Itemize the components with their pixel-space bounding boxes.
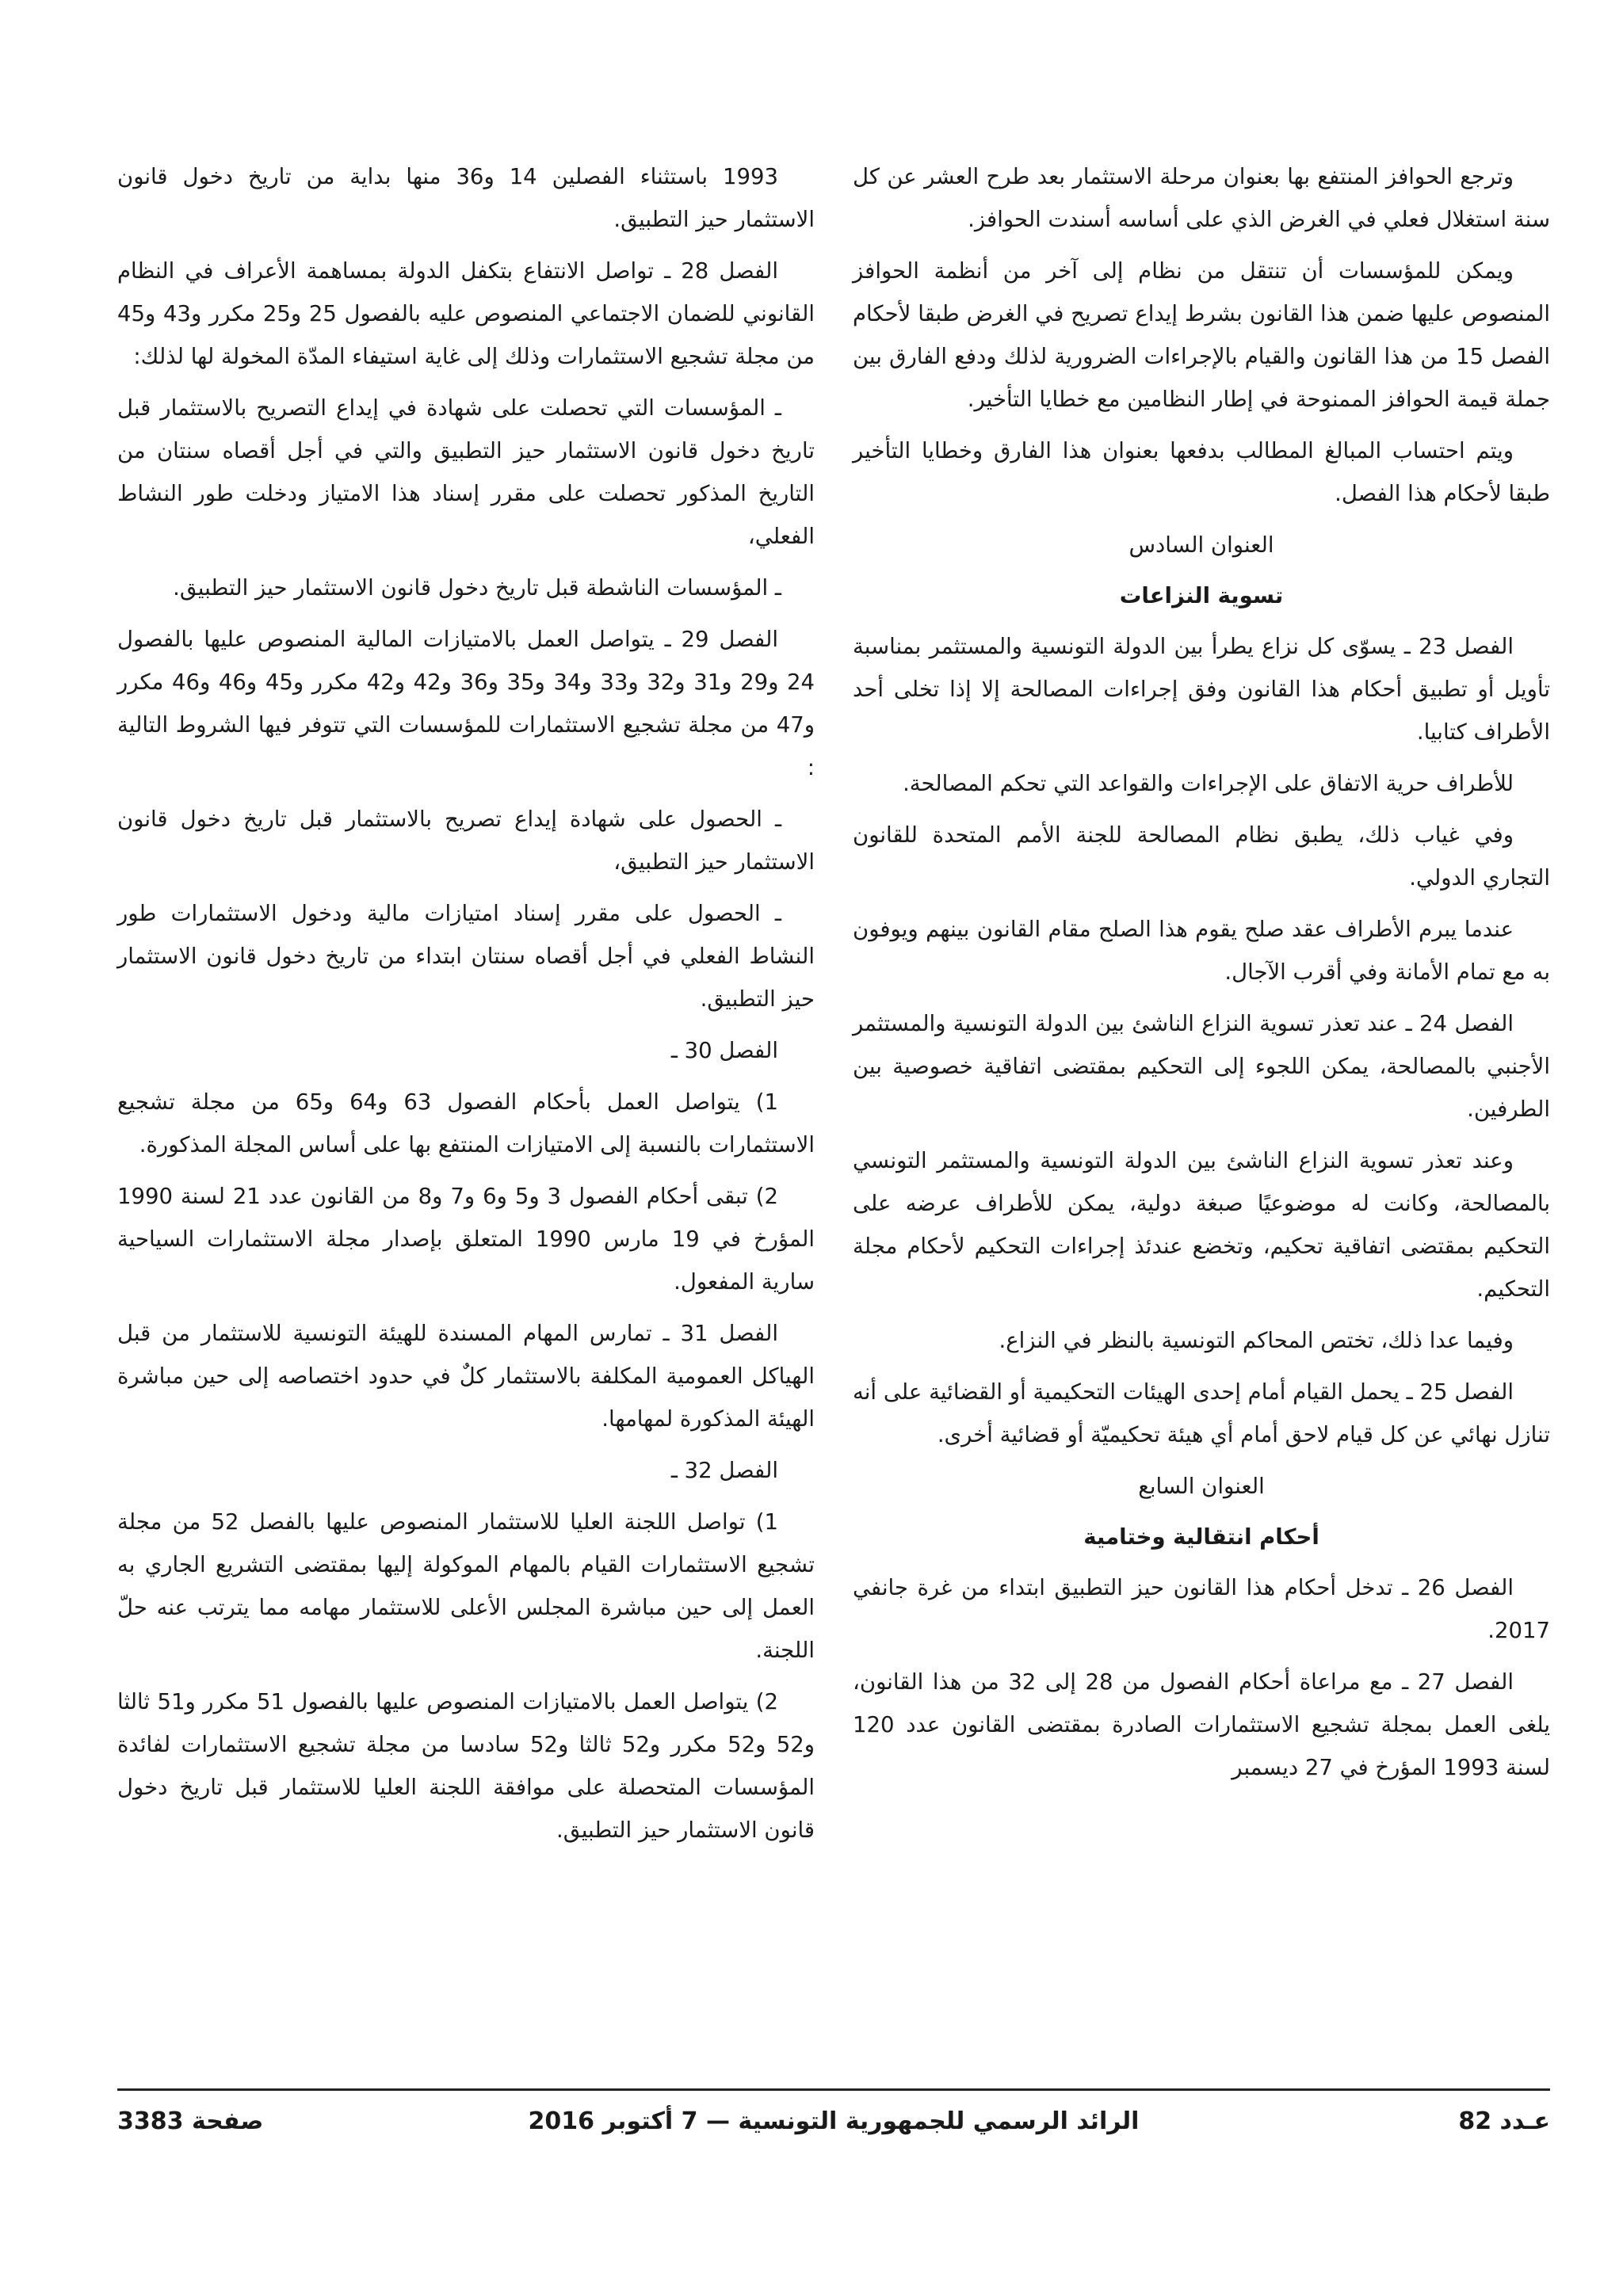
bullet-paragraph: ـ المؤسسات الناشطة قبل تاريخ دخول قانون الاستثمار حيز التطبيق. — [173, 575, 781, 601]
paragraph: عندما يبرم الأطراف عقد صلح يقوم هذا الصلح مقام القانون بينهم ويوفون به مع تمام الأمانة وفي أقرب الآجال. — [853, 917, 1550, 985]
paragraph: 2) يتواصل العمل بالامتيازات المنصوص عليها بالفصول 51 مكرر و51 ثالثا و52 و52 مكرر و52 ثالثا و52 سادسا من مجلة تشجيع الاستثمارات لفائدة المؤسسات المتحصلة على موافقة اللجنة العليا للاستثمار قبل تاريخ دخول قانون الاستثمار حيز التطبيق. — [117, 1689, 815, 1843]
paragraph: 2) تبقى أحكام الفصول 3 و5 و6 و7 و8 من القانون عدد 21 لسنة 1990 المؤرخ في 19 مارس 1990 المتعلق بإصدار مجلة الاستثمارات السياحية سارية المفعول. — [117, 1184, 815, 1295]
paragraph: 1) تواصل اللجنة العليا للاستثمار المنصوص عليها بالفصل 52 من مجلة تشجيع الاستثمارات القيام بالمهام الموكولة إليها بمقتضى التشريع الجاري به العمل إلى حين مباشرة المجلس الأعلى للاستثمار مهامه مما يترتب عنه حلّ اللجنة. — [117, 1509, 815, 1663]
paragraph: وفيما عدا ذلك، تختص المحاكم التونسية بالنظر في النزاع. — [999, 1328, 1514, 1353]
paragraph: ويمكن للمؤسسات أن تنتقل من نظام إلى آخر من أنظمة الحوافز المنصوص عليها ضمن هذا القانون بشرط إيداع تصريح في الغرض طبقا لأحكام الفصل 15 من هذا القانون والقيام بالإجراءات الضرورية لذلك ودفع الفارق بين جملة قيمة الحوافز الممنوحة في إطار النظامين مع خطايا التأخير. — [853, 258, 1550, 412]
page-footer — [117, 2107, 1550, 2152]
paragraph: الفصل 23 ـ يسوّى كل نزاع يطرأ بين الدولة التونسية والمستثمر بمناسبة تأويل أو تطبيق أحكام هذا القانون وفق إجراءات المصالحة إلا إذا تخلى أحد الأطراف كتابيا. — [853, 634, 1550, 745]
paragraph: الفصل 28 ـ تواصل الانتفاع بتكفل الدولة بمساهمة الأعراف في النظام القانوني للضمان الاجتماعي المنصوص عليه بالفصول 25 و25 مكرر و43 و45 من مجلة تشجيع الاستثمارات وذلك إلى غاية استيفاء المدّة المخولة لها لذلك: — [117, 258, 815, 369]
paragraph: وترجع الحوافز المنتفع بها بعنوان مرحلة الاستثمار بعد طرح العشر عن كل سنة استغلال فعلي في الغرض الذي على أساسه أسندت الحوافز. — [853, 164, 1550, 232]
left-column — [117, 155, 815, 1860]
paragraph: 1) يتواصل العمل بأحكام الفصول 63 و64 و65 من مجلة تشجيع الاستثمارات بالنسبة إلى الامتيازات المنتفع بها على أساس المجلة المذكورة. — [117, 1089, 815, 1158]
right-column — [853, 155, 1550, 1798]
section-heading: العنوان السابع — [1138, 1474, 1265, 1499]
paragraph: الفصل 24 ـ عند تعذر تسوية النزاع الناشئ بين الدولة التونسية والمستثمر الأجنبي بالمصالحة، يمكن اللجوء إلى التحكيم بمقتضى اتفاقية خصوصية بين الطرفين. — [853, 1011, 1550, 1122]
footer-rule — [117, 2088, 1550, 2091]
journal-title-date: الرائد الرسمي للجمهورية التونسية — 7 أكتوبر 2016 — [528, 2107, 1140, 2135]
paragraph: الفصل 30 ـ — [670, 1038, 778, 1063]
paragraph: ويتم احتساب المبالغ المطالب بدفعها بعنوان هذا الفارق وخطايا التأخير طبقا لأحكام هذا الفصل. — [853, 438, 1550, 506]
paragraph: الفصل 29 ـ يتواصل العمل بالامتيازات المالية المنصوص عليها بالفصول 24 و29 و31 و32 و33 و34 و35 و36 و42 و42 مكرر و45 و46 و46 مكرر و47 من مجلة تشجيع الاستثمارات للمؤسسات التي تتوفر فيها الشروط التالية : — [117, 627, 815, 780]
paragraph: الفصل 27 ـ مع مراعاة أحكام الفصول من 28 إلى 32 من هذا القانون، يلغى العمل بمجلة تشجيع الاستثمارات الصادرة بمقتضى القانون عدد 120 لسنة 1993 المؤرخ في 27 ديسمبر — [853, 1669, 1550, 1780]
section-heading: العنوان السادس — [1128, 532, 1274, 558]
paragraph: وعند تعذر تسوية النزاع الناشئ بين الدولة التونسية والمستثمر التونسي بالمصالحة، وكانت له موضوعيًا صبغة دولية، يمكن للأطراف عرضه على التحكيم بمقتضى اتفاقية تحكيم، وتخضع عندئذ إجراءات التحكيم لأحكام مجلة التحكيم. — [853, 1148, 1550, 1302]
paragraph: الفصل 26 ـ تدخل أحكام هذا القانون حيز التطبيق ابتداء من غرة جانفي 2017. — [853, 1575, 1550, 1643]
paragraph: الفصل 32 ـ — [670, 1458, 778, 1483]
issue-number: عـدد 82 — [1458, 2107, 1550, 2135]
bullet-paragraph: ـ الحصول على شهادة إيداع تصريح بالاستثمار قبل تاريخ دخول قانون الاستثمار حيز التطبيق، — [117, 807, 815, 875]
paragraph: وفي غياب ذلك، يطبق نظام المصالحة للجنة الأمم المتحدة للقانون التجاري الدولي. — [853, 822, 1550, 891]
bullet-paragraph: ـ الحصول على مقرر إسناد امتيازات مالية ودخول الاستثمارات طور النشاط الفعلي في أجل أقصاه سنتان ابتداء من تاريخ دخول قانون الاستثمار حيز التطبيق. — [117, 901, 815, 1012]
bullet-paragraph: ـ المؤسسات التي تحصلت على شهادة في إيداع التصريح بالاستثمار قبل تاريخ دخول قانون الاستثمار حيز التطبيق والتي في أجل أقصاه سنتان من التاريخ المذكور تحصلت على مقرر إسناد هذا الامتياز ودخلت طور النشاط الفعلي، — [117, 395, 815, 549]
paragraph: 1993 باستثناء الفصلين 14 و36 منها بداية من تاريخ دخول قانون الاستثمار حيز التطبيق. — [117, 164, 815, 232]
section-title: تسوية النزاعات — [1119, 583, 1284, 608]
paragraph: الفصل 25 ـ يحمل القيام أمام إحدى الهيئات التحكيمية أو القضائية على أنه تنازل نهائي عن كل قيام لاحق أمام أي هيئة تحكيميّة أو قضائية أخرى. — [853, 1379, 1550, 1447]
paragraph: الفصل 31 ـ تمارس المهام المسندة للهيئة التونسية للاستثمار من قبل الهياكل العمومية المكلفة بالاستثمار كلٌ في حدود اختصاصه إلى حين مباشرة الهيئة المذكورة لمهامها. — [117, 1321, 815, 1432]
paragraph: للأطراف حرية الاتفاق على الإجراءات والقواعد التي تحكم المصالحة. — [903, 771, 1514, 796]
page-number: صفحة 3383 — [117, 2107, 264, 2135]
section-title: أحكام انتقالية وختامية — [1083, 1524, 1319, 1550]
